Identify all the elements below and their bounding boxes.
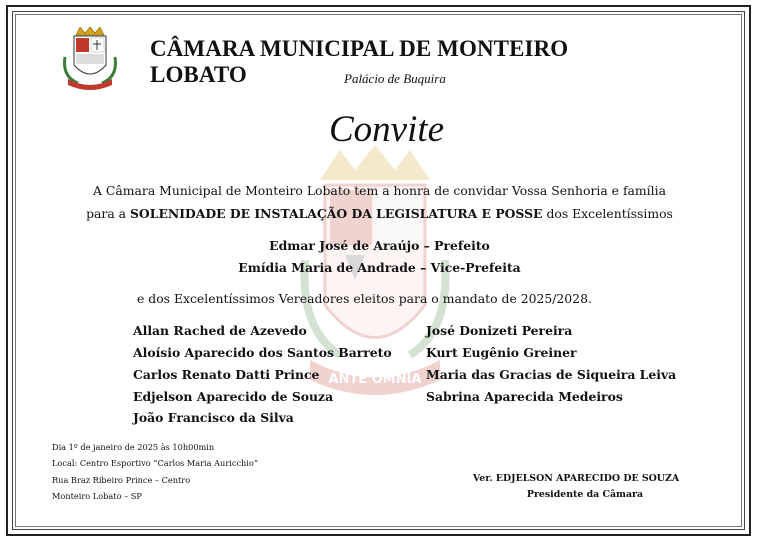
councillor-name: Edjelson Aparecido de Souza xyxy=(133,389,334,404)
intro-line-2-prefix: para a xyxy=(86,206,130,221)
event-place: Local: Centro Esportivo “Carlos Maria Auricchio” xyxy=(52,458,259,468)
municipal-crest-icon xyxy=(62,27,118,91)
event-city: Monteiro Lobato – SP xyxy=(52,491,142,501)
ceremony-name: SOLENIDADE DE INSTALAÇÃO DA LEGISLATURA E POSSE xyxy=(129,206,543,221)
intro-line-2-suffix: dos Excelentíssimos xyxy=(542,206,673,221)
page-title: CÂMARA MUNICIPAL DE MONTEIRO LOBATO xyxy=(150,36,569,87)
mayor-line: Edmar José de Araújo – Prefeito xyxy=(269,238,490,253)
event-date: Dia 1º de janeiro de 2025 às 10h00min xyxy=(52,442,215,452)
councillor-name: Kurt Eugênio Greiner xyxy=(426,345,577,360)
page-subtitle: Palácio de Buquira xyxy=(344,71,446,86)
event-street: Rua Braz Ribeiro Prince – Centro xyxy=(52,475,191,485)
councillor-name: João Francisco da Silva xyxy=(133,410,294,425)
councillor-name: Carlos Renato Datti Prince xyxy=(133,367,320,382)
vice-mayor-line: Emídia Maria de Andrade – Vice-Prefeita xyxy=(238,260,521,275)
intro-line-2 xyxy=(0,206,759,221)
councillor-name: José Donizeti Pereira xyxy=(426,323,573,338)
signatory-role: Presidente da Câmara xyxy=(526,489,644,500)
councillor-name: Maria das Gracias de Siqueira Leiva xyxy=(426,367,677,382)
invitation-heading: Convite xyxy=(329,109,445,150)
signatory-name: Ver. EDJELSON APARECIDO DE SOUZA xyxy=(472,473,680,484)
watermark-motto: ANTE OMNIA xyxy=(328,372,422,387)
councillor-name: Sabrina Aparecida Medeiros xyxy=(426,389,623,404)
councillor-name: Aloísio Aparecido dos Santos Barreto xyxy=(133,345,392,360)
councillors-intro: e dos Excelentíssimos Vereadores eleitos para o mandato de 2025/2028. xyxy=(137,291,592,306)
intro-line-1: A Câmara Municipal de Monteiro Lobato tem a honra de convidar Vossa Senhoria e família xyxy=(93,183,666,198)
councillor-name: Allan Rached de Azevedo xyxy=(133,323,307,338)
